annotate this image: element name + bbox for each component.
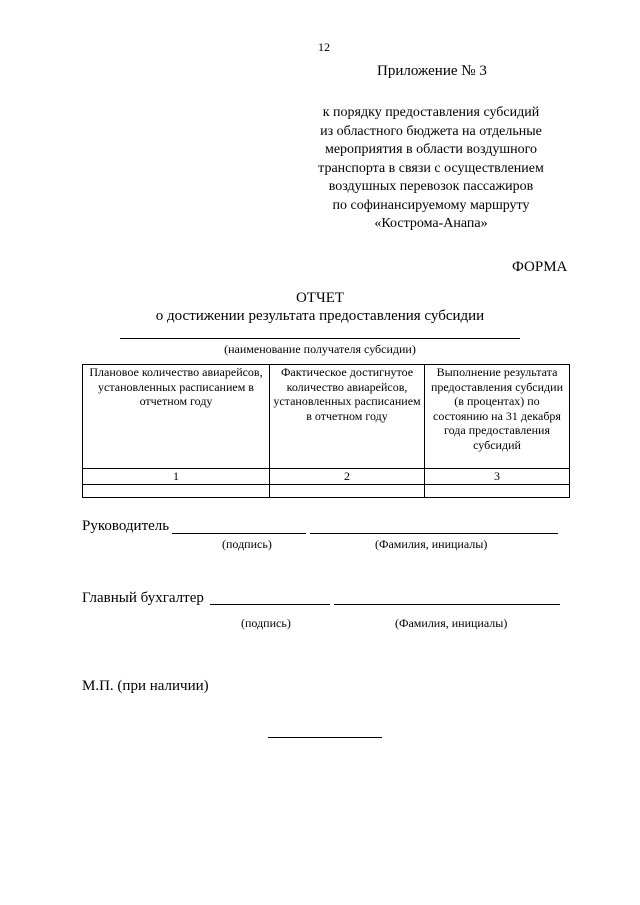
stamp-label: М.П. (при наличии) — [82, 678, 209, 694]
report-title: ОТЧЕТ — [295, 290, 345, 306]
recipient-name-line — [120, 338, 520, 339]
accountant-label: Главный бухгалтер — [82, 590, 204, 606]
appendix-label: Приложение № 3 — [377, 63, 487, 79]
accountant-name-caption: (Фамилия, инициалы) — [395, 616, 508, 630]
accountant-name-line — [334, 604, 560, 605]
table-header-cell: Выполнение результата предоставления субсидии (в процентах) по состоянию на 31 декабря года предоставления субсидий — [425, 365, 570, 469]
table-number-cell: 2 — [270, 469, 425, 485]
recipient-caption: (наименование получателя субсидии) — [224, 342, 416, 356]
order-line: воздушных перевозок пассажиров — [328, 179, 534, 194]
head-name-caption: (Фамилия, инициалы) — [375, 537, 488, 551]
table-number-cell: 1 — [83, 469, 270, 485]
table-header-cell: Плановое количество авиарейсов, установленных расписанием в отчетном году — [83, 365, 270, 469]
head-signature-caption: (подпись) — [222, 537, 272, 551]
table-number-row — [83, 469, 570, 485]
table-number-cell: 3 — [425, 469, 570, 485]
accountant-signature-line — [210, 604, 330, 605]
accountant-signature-caption: (подпись) — [241, 616, 291, 630]
form-label: ФОРМА — [512, 259, 568, 275]
report-subtitle: о достижении результата предоставления субсидии — [155, 308, 485, 324]
closing-line — [268, 737, 382, 738]
table-header-row — [83, 365, 570, 469]
table-cell — [270, 485, 425, 498]
table-cell — [83, 485, 270, 498]
head-signature-line — [172, 533, 306, 534]
report-table — [82, 364, 570, 498]
table-row — [83, 485, 570, 498]
head-label: Руководитель — [82, 518, 170, 534]
order-line: мероприятия в области воздушного — [324, 142, 538, 157]
order-reference — [300, 104, 562, 234]
order-line: из областного бюджета на отдельные — [320, 123, 542, 139]
page-number: 12 — [318, 40, 330, 54]
order-line: к порядку предоставления субсидий — [322, 105, 540, 120]
table-header-cell: Фактическое достигнутое количество авиарейсов, установленных расписанием в отчетном году — [270, 365, 425, 469]
order-line: «Кострома-Анапа» — [374, 216, 488, 231]
order-line: по софинансируемому маршруту — [332, 197, 530, 213]
order-line: транспорта в связи с осуществлением — [318, 160, 544, 176]
head-name-line — [310, 533, 558, 534]
table-cell — [425, 485, 570, 498]
